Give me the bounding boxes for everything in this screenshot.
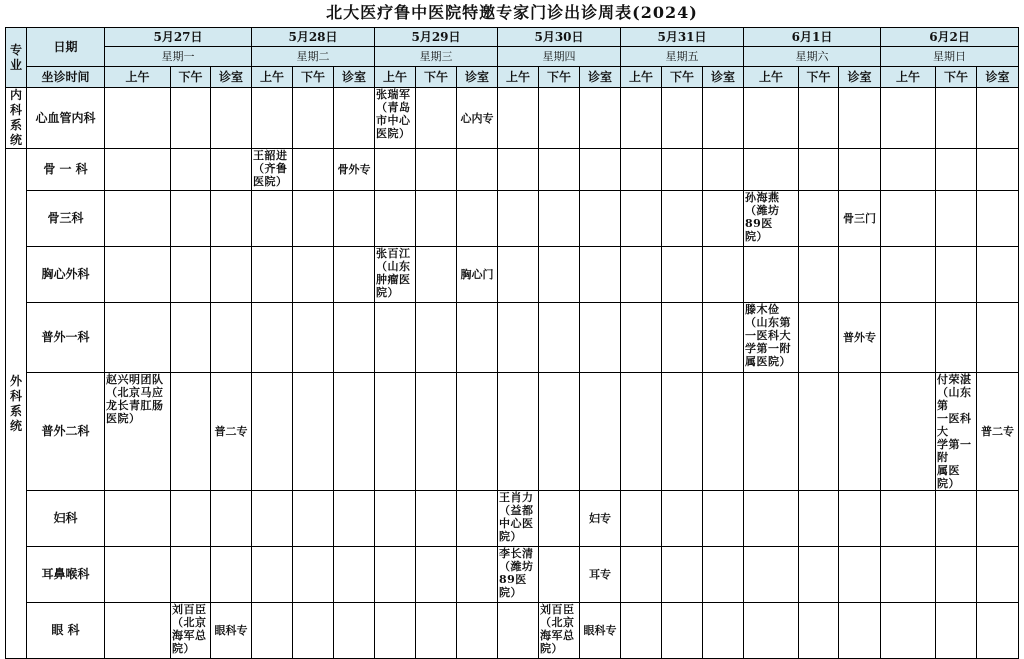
- doctor-cell: [293, 247, 334, 303]
- date-header: 5月30日: [498, 28, 621, 47]
- doctor-cell: [293, 603, 334, 659]
- doctor-cell: [621, 373, 662, 491]
- room-cell: [977, 303, 1019, 373]
- table-row: [6, 303, 1019, 373]
- room-cell: [703, 247, 744, 303]
- doctor-cell: [252, 247, 293, 303]
- doctor-cell: 王肖力 （益都 中心医 院）: [498, 491, 539, 547]
- doctor-cell: [881, 491, 936, 547]
- doctor-cell: 滕木俭 （山东第 一医科大 学第一附 属医院）: [744, 303, 799, 373]
- slot-header: 上午: [375, 67, 416, 88]
- doctor-cell: [293, 88, 334, 149]
- room-cell: 心内专: [457, 88, 498, 149]
- doctor-cell: [744, 603, 799, 659]
- doctor-cell: [662, 88, 703, 149]
- date-header: 5月27日: [105, 28, 252, 47]
- department-name: 骨三科: [27, 191, 105, 247]
- date-header: 6月1日: [744, 28, 881, 47]
- doctor-cell: [293, 547, 334, 603]
- room-cell: 眼科专: [211, 603, 252, 659]
- department-name: 胸心外科: [27, 247, 105, 303]
- room-cell: [580, 88, 621, 149]
- room-cell: [334, 491, 375, 547]
- doctor-cell: [498, 88, 539, 149]
- doctor-cell: [881, 247, 936, 303]
- room-cell: [839, 149, 881, 191]
- doctor-cell: [498, 149, 539, 191]
- doctor-cell: [293, 303, 334, 373]
- doctor-cell: [105, 603, 171, 659]
- doctor-cell: [293, 149, 334, 191]
- slot-header: 诊室: [977, 67, 1019, 88]
- table-row: [6, 603, 1019, 659]
- slot-header: 上午: [252, 67, 293, 88]
- doctor-cell: [539, 191, 580, 247]
- weekday-header: 星期二: [252, 47, 375, 67]
- room-cell: 普二专: [977, 373, 1019, 491]
- doctor-cell: [539, 373, 580, 491]
- slot-header: 上午: [621, 67, 662, 88]
- room-cell: [839, 373, 881, 491]
- table-row: [6, 247, 1019, 303]
- doctor-cell: [799, 373, 839, 491]
- doctor-cell: [105, 149, 171, 191]
- doctor-cell: 付荣湛 （山东第 一医科大 学第一附 属医院）: [936, 373, 977, 491]
- department-name: 普外二科: [27, 373, 105, 491]
- doctor-cell: [881, 88, 936, 149]
- doctor-cell: [539, 247, 580, 303]
- doctor-cell: [662, 547, 703, 603]
- room-cell: [211, 247, 252, 303]
- room-cell: [839, 247, 881, 303]
- room-cell: [580, 149, 621, 191]
- doctor-cell: [936, 603, 977, 659]
- doctor-cell: [375, 149, 416, 191]
- doctor-cell: 张百江 （山东 肿瘤医 院）: [375, 247, 416, 303]
- room-cell: [977, 547, 1019, 603]
- specialty-header: 专业: [6, 28, 27, 88]
- doctor-cell: [662, 191, 703, 247]
- doctor-cell: [621, 88, 662, 149]
- department-name: 普外一科: [27, 303, 105, 373]
- slot-header: 上午: [744, 67, 799, 88]
- room-cell: [703, 603, 744, 659]
- table-row: [6, 373, 1019, 491]
- room-cell: 普外专: [839, 303, 881, 373]
- doctor-cell: [881, 149, 936, 191]
- slot-header: 诊室: [580, 67, 621, 88]
- doctor-cell: [416, 603, 457, 659]
- doctor-cell: [744, 247, 799, 303]
- doctor-cell: [252, 373, 293, 491]
- doctor-cell: [936, 149, 977, 191]
- weekday-header: 星期五: [621, 47, 744, 67]
- doctor-cell: [416, 88, 457, 149]
- doctor-cell: [171, 191, 211, 247]
- slot-header: 下午: [416, 67, 457, 88]
- room-cell: 耳专: [580, 547, 621, 603]
- slot-header: 诊室: [334, 67, 375, 88]
- room-cell: [211, 303, 252, 373]
- room-cell: [334, 88, 375, 149]
- doctor-cell: [744, 88, 799, 149]
- doctor-cell: 李长清 （潍坊 89医 院）: [498, 547, 539, 603]
- doctor-cell: [744, 491, 799, 547]
- doctor-cell: [416, 491, 457, 547]
- doctor-cell: [498, 191, 539, 247]
- room-cell: [457, 373, 498, 491]
- doctor-cell: [171, 547, 211, 603]
- table-row: [6, 191, 1019, 247]
- date-label: 日期: [27, 28, 105, 67]
- weekday-header: 星期日: [881, 47, 1019, 67]
- room-cell: [977, 603, 1019, 659]
- table-row: [6, 547, 1019, 603]
- doctor-cell: [539, 491, 580, 547]
- slot-header: 下午: [799, 67, 839, 88]
- doctor-cell: [621, 247, 662, 303]
- room-cell: [457, 303, 498, 373]
- doctor-cell: [744, 373, 799, 491]
- doctor-cell: 刘百臣 （北京 海军总 院）: [171, 603, 211, 659]
- doctor-cell: 刘百臣 （北京 海军总 院）: [539, 603, 580, 659]
- doctor-cell: [252, 491, 293, 547]
- department-name: 眼 科: [27, 603, 105, 659]
- doctor-cell: [498, 373, 539, 491]
- doctor-cell: [621, 303, 662, 373]
- slot-header: 下午: [171, 67, 211, 88]
- doctor-cell: [662, 491, 703, 547]
- doctor-cell: 赵兴明团队 （北京马应 龙长青肛肠 医院）: [105, 373, 171, 491]
- slot-header: 下午: [662, 67, 703, 88]
- doctor-cell: [375, 603, 416, 659]
- room-cell: [457, 547, 498, 603]
- doctor-cell: [105, 491, 171, 547]
- doctor-cell: [105, 303, 171, 373]
- doctor-cell: [799, 547, 839, 603]
- room-cell: [839, 88, 881, 149]
- doctor-cell: [799, 603, 839, 659]
- room-cell: [211, 547, 252, 603]
- doctor-cell: [936, 547, 977, 603]
- room-cell: [580, 373, 621, 491]
- doctor-cell: 张瑞军 （青岛 市中心 医院）: [375, 88, 416, 149]
- table-row: [6, 88, 1019, 149]
- doctor-cell: [936, 88, 977, 149]
- doctor-cell: [799, 303, 839, 373]
- doctor-cell: [252, 88, 293, 149]
- doctor-cell: [799, 491, 839, 547]
- room-cell: [211, 491, 252, 547]
- doctor-cell: [105, 247, 171, 303]
- room-cell: [457, 191, 498, 247]
- department-name: 心血管内科: [27, 88, 105, 149]
- doctor-cell: [621, 149, 662, 191]
- doctor-cell: [621, 191, 662, 247]
- doctor-cell: [539, 547, 580, 603]
- room-cell: [977, 88, 1019, 149]
- room-cell: [977, 191, 1019, 247]
- doctor-cell: [621, 547, 662, 603]
- room-cell: [334, 303, 375, 373]
- slot-header: 诊室: [457, 67, 498, 88]
- date-header: 5月31日: [621, 28, 744, 47]
- table-row: [6, 491, 1019, 547]
- doctor-cell: [416, 247, 457, 303]
- system-group: 内 科 系 统: [6, 88, 27, 149]
- doctor-cell: [621, 491, 662, 547]
- room-cell: [211, 191, 252, 247]
- doctor-cell: [539, 88, 580, 149]
- doctor-cell: [662, 247, 703, 303]
- doctor-cell: [498, 603, 539, 659]
- room-cell: [580, 303, 621, 373]
- doctor-cell: [375, 303, 416, 373]
- doctor-cell: [539, 149, 580, 191]
- header-date-row: [6, 28, 1019, 47]
- system-group: 外 科 系 统: [6, 149, 27, 659]
- doctor-cell: [293, 491, 334, 547]
- doctor-cell: [799, 149, 839, 191]
- doctor-cell: [799, 247, 839, 303]
- doctor-cell: [375, 373, 416, 491]
- doctor-cell: [799, 191, 839, 247]
- doctor-cell: [416, 547, 457, 603]
- header-weekday-row: [6, 47, 1019, 67]
- page-title: 北大医疗鲁中医院特邀专家门诊出诊周表(2024): [326, 3, 698, 22]
- room-cell: 骨三门: [839, 191, 881, 247]
- doctor-cell: 王韶进 （齐鲁 医院）: [252, 149, 293, 191]
- doctor-cell: [416, 149, 457, 191]
- doctor-cell: [498, 303, 539, 373]
- doctor-cell: [539, 303, 580, 373]
- slot-header: 诊室: [703, 67, 744, 88]
- doctor-cell: [662, 603, 703, 659]
- date-header: 5月28日: [252, 28, 375, 47]
- slot-header: 诊室: [839, 67, 881, 88]
- doctor-cell: [936, 247, 977, 303]
- weekday-header: 星期三: [375, 47, 498, 67]
- doctor-cell: [881, 303, 936, 373]
- doctor-cell: [881, 603, 936, 659]
- doctor-cell: [252, 547, 293, 603]
- doctor-cell: [171, 247, 211, 303]
- slot-header: 下午: [936, 67, 977, 88]
- doctor-cell: [744, 149, 799, 191]
- doctor-cell: [936, 491, 977, 547]
- room-cell: [211, 88, 252, 149]
- room-cell: [457, 149, 498, 191]
- doctor-cell: [881, 373, 936, 491]
- doctor-cell: [252, 303, 293, 373]
- slot-header: 上午: [498, 67, 539, 88]
- doctor-cell: [799, 88, 839, 149]
- doctor-cell: [171, 373, 211, 491]
- doctor-cell: [416, 191, 457, 247]
- table-row: [6, 149, 1019, 191]
- doctor-cell: [171, 303, 211, 373]
- slot-header: 下午: [539, 67, 580, 88]
- room-cell: [211, 149, 252, 191]
- room-cell: [703, 191, 744, 247]
- doctor-cell: [105, 88, 171, 149]
- room-cell: 胸心门: [457, 247, 498, 303]
- room-cell: [580, 247, 621, 303]
- room-cell: 普二专: [211, 373, 252, 491]
- room-cell: [703, 373, 744, 491]
- slot-header: 上午: [105, 67, 171, 88]
- slot-header: 诊室: [211, 67, 252, 88]
- room-cell: [977, 149, 1019, 191]
- doctor-cell: [621, 603, 662, 659]
- doctor-cell: [662, 149, 703, 191]
- department-name: 妇科: [27, 491, 105, 547]
- doctor-cell: 孙海燕 （潍坊 89医 院）: [744, 191, 799, 247]
- doctor-cell: [416, 373, 457, 491]
- doctor-cell: [293, 191, 334, 247]
- room-cell: [839, 603, 881, 659]
- room-cell: [703, 88, 744, 149]
- room-cell: [334, 373, 375, 491]
- room-cell: [839, 491, 881, 547]
- room-cell: 妇专: [580, 491, 621, 547]
- room-cell: [334, 191, 375, 247]
- doctor-cell: [936, 303, 977, 373]
- room-cell: [334, 603, 375, 659]
- room-cell: [580, 191, 621, 247]
- time-label: 坐诊时间: [27, 67, 105, 88]
- room-cell: [703, 491, 744, 547]
- slot-header: 上午: [881, 67, 936, 88]
- room-cell: [334, 247, 375, 303]
- doctor-cell: [375, 191, 416, 247]
- weekday-header: 星期六: [744, 47, 881, 67]
- room-cell: [334, 547, 375, 603]
- doctor-cell: [171, 88, 211, 149]
- doctor-cell: [105, 547, 171, 603]
- doctor-cell: [293, 373, 334, 491]
- doctor-cell: [936, 191, 977, 247]
- room-cell: [457, 603, 498, 659]
- doctor-cell: [744, 547, 799, 603]
- doctor-cell: [498, 247, 539, 303]
- doctor-cell: [171, 149, 211, 191]
- doctor-cell: [171, 491, 211, 547]
- schedule-table: [5, 27, 1019, 659]
- doctor-cell: [881, 191, 936, 247]
- room-cell: [457, 491, 498, 547]
- slot-header: 下午: [293, 67, 334, 88]
- room-cell: [703, 303, 744, 373]
- date-header: 5月29日: [375, 28, 498, 47]
- doctor-cell: [252, 603, 293, 659]
- doctor-cell: [105, 191, 171, 247]
- room-cell: [839, 547, 881, 603]
- room-cell: [703, 547, 744, 603]
- doctor-cell: [416, 303, 457, 373]
- room-cell: [977, 491, 1019, 547]
- room-cell: [703, 149, 744, 191]
- weekday-header: 星期一: [105, 47, 252, 67]
- date-header: 6月2日: [881, 28, 1019, 47]
- header-slot-row: [6, 67, 1019, 88]
- doctor-cell: [662, 373, 703, 491]
- room-cell: 骨外专: [334, 149, 375, 191]
- room-cell: 眼科专: [580, 603, 621, 659]
- weekday-header: 星期四: [498, 47, 621, 67]
- doctor-cell: [662, 303, 703, 373]
- room-cell: [977, 247, 1019, 303]
- department-name: 骨 一 科: [27, 149, 105, 191]
- doctor-cell: [881, 547, 936, 603]
- department-name: 耳鼻喉科: [27, 547, 105, 603]
- doctor-cell: [375, 491, 416, 547]
- doctor-cell: [375, 547, 416, 603]
- doctor-cell: [252, 191, 293, 247]
